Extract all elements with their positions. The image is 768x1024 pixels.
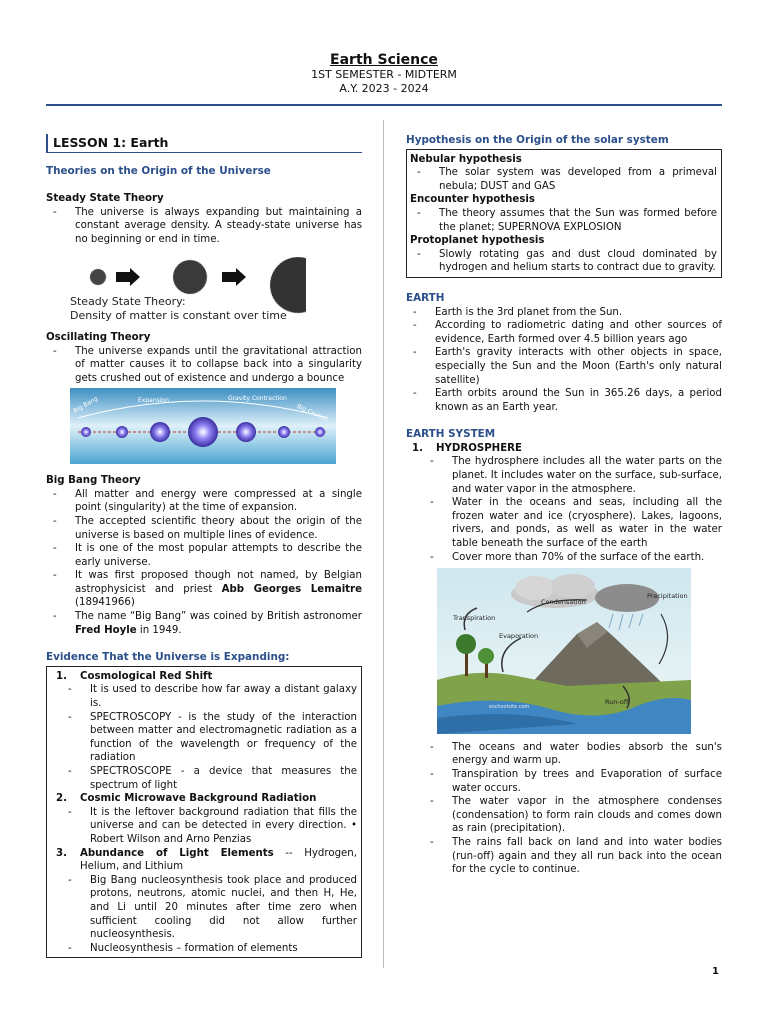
list-item: - According to radiometric dating and other sources of evidence, Earth formed over 4.5 billion years ago: [406, 319, 722, 346]
list-item: - It is one of the most popular attempts to describe the early universe.: [46, 542, 362, 569]
theories-heading: Theories on the Origin of the Universe: [46, 164, 271, 177]
big-bang-heading: Big Bang Theory: [46, 475, 141, 487]
list-item: - It is the leftover background radiation that fills the universe and can be detected in every direction. • Robert Wilson and Arno Penzias: [50, 806, 357, 847]
list-item: - SPECTROSCOPE - a device that measures the spectrum of light: [50, 765, 357, 792]
steady-caption-2: Density of matter is constant over time: [70, 308, 287, 322]
solar-system-heading: Hypothesis on the Origin of the solar system: [406, 134, 669, 146]
big-bang-list: [46, 488, 362, 638]
water-cycle-list: [412, 741, 722, 877]
earth-heading: EARTH: [406, 291, 445, 304]
osc-label-expansion: Expansion: [138, 396, 169, 404]
label-site: eschoolsite.com: [489, 704, 530, 711]
label-precipitation: Precipitation: [647, 592, 688, 601]
list-item: - SPECTROSCOPY - is the study of the interaction between matter and electromagnetic radiation as a function of the wavelength or frequency of the radiation: [50, 711, 357, 765]
list-item: - It was first proposed though not named, by Belgian astrophysicist and priest Abb Georges Lemaitre (18941966): [46, 569, 362, 610]
label-runoff: Run-off: [605, 698, 629, 707]
list-item: - The hydrosphere includes all the water parts on the planet. It includes water on the surface, sub-surface, and water vapor in the atmosphere.: [412, 455, 722, 496]
list-item: - Transpiration by trees and Evaporation of surface water occurs.: [412, 768, 722, 795]
page-number: 1: [712, 966, 719, 977]
list-item: - Earth is the 3rd planet from the Sun.: [406, 306, 722, 320]
nebular-list: [410, 166, 717, 193]
column-divider: [383, 120, 384, 968]
list-item: - It is used to describe how far away a distant galaxy is.: [50, 683, 357, 710]
encounter-heading: Encounter hypothesis: [410, 194, 535, 206]
list-item: - All matter and energy were compressed at a single point (singularity) at the time of expansion.: [46, 488, 362, 515]
header-divider: [46, 104, 722, 106]
list-item: - The accepted scientific theory about the origin of the universe is based on multiple lines of evidence.: [46, 515, 362, 542]
lesson-heading: LESSON 1: Earth: [46, 134, 362, 153]
list-item: - Earth's gravity interacts with other objects in space, especially the Sun and the Moon (Earth's only natural satellite): [406, 346, 722, 387]
oscillating-figure: [70, 388, 362, 469]
protoplanet-list: [410, 248, 717, 275]
label-evaporation: Evaporation: [499, 632, 539, 641]
list-item: - The universe expands until the gravitational attraction of matter causes it to collapse back into a singularity gets crushed out of existence and undergo a bounce: [46, 345, 362, 386]
list-item: - Earth orbits around the Sun in 365.26 days, a period known as an Earth year.: [406, 387, 722, 414]
hydrosphere-section: [406, 455, 722, 876]
list-item: - Cover more than 70% of the surface of the earth.: [412, 551, 722, 565]
list-item: - Water in the oceans and seas, including all the frozen water and ice (cryosphere). Lakes, lagoons, rivers, and ponds, as well as water in the water table beneath the surface of the earth: [412, 496, 722, 550]
doc-semester: 1ST SEMESTER - MIDTERM: [311, 68, 457, 81]
list-item: - The universe is always expanding but maintaining a constant average density. A steady-state universe has no beginning or end in time.: [46, 206, 362, 247]
evidence-item-1: 1. Cosmological Red Shift: [56, 670, 213, 682]
right-column: [406, 134, 722, 877]
hydrosphere-heading: 1. HYDROSPHERE: [412, 442, 522, 454]
steady-state-figure: [46, 257, 362, 328]
hoyle-name: Fred Hoyle: [75, 624, 137, 636]
encounter-list: [410, 207, 717, 234]
list-item: - The name “Big Bang” was coined by British astronomer Fred Hoyle in 1949.: [46, 610, 362, 637]
arrow-right-icon: [222, 268, 246, 286]
evidence-3-list: [50, 874, 357, 956]
list-item: - Slowly rotating gas and dust cloud dominated by hydrogen and helium starts to contract due to gravity.: [410, 248, 717, 275]
arrow-right-icon: [116, 268, 140, 286]
list-item: - The water vapor in the atmosphere condenses (condensation) to form rain clouds and comes down as rain (precipitation).: [412, 795, 722, 836]
doc-title: Earth Science: [330, 52, 438, 68]
evidence-2-list: [50, 806, 357, 847]
steady-state-list: [46, 206, 362, 247]
solar-hypotheses-box: [406, 149, 722, 278]
earth-list: [406, 306, 722, 415]
label-transpiration: Transpiration: [453, 614, 496, 623]
doc-year: A.Y. 2023 - 2024: [339, 82, 429, 95]
steady-caption-1: Steady State Theory:: [70, 294, 186, 308]
oscillating-heading: Oscillating Theory: [46, 332, 151, 344]
oscillating-list: [46, 345, 362, 386]
label-condensation: Condensation: [541, 598, 586, 607]
hydrosphere-list: [412, 455, 722, 564]
page-header: [0, 52, 768, 96]
osc-label-big-bang: Big Bang: [72, 394, 100, 415]
nebular-heading: Nebular hypothesis: [410, 153, 522, 165]
list-item: - The solar system was developed from a primeval nebula; DUST and GAS: [410, 166, 717, 193]
evidence-1-list: [50, 683, 357, 792]
water-cycle-figure: [437, 568, 722, 739]
left-column: [46, 134, 362, 958]
evidence-item-2: 2. Cosmic Microwave Background Radiation: [56, 793, 317, 805]
evidence-heading: Evidence That the Universe is Expanding:: [46, 651, 290, 664]
list-item: - Nucleosynthesis – formation of elements: [50, 942, 357, 956]
evidence-item-3: 3. Abundance of Light Elements -- Hydrogen, Helium, and Lithium: [56, 847, 357, 873]
protoplanet-heading: Protoplanet hypothesis: [410, 235, 545, 247]
osc-label-gravity: Gravity Contraction: [228, 394, 287, 402]
dotted-sphere-large: [270, 257, 306, 313]
earth-system-heading: EARTH SYSTEM: [406, 428, 496, 441]
lemaitre-name: Abb Georges Lemaitre: [221, 583, 362, 595]
evidence-box: [46, 666, 362, 958]
list-item: - The theory assumes that the Sun was formed before the planet; SUPERNOVA EXPLOSION: [410, 207, 717, 234]
list-item: - The rains fall back on land and into water bodies (run-off) again and they all run back into the ocean for the cycle to continue.: [412, 836, 722, 877]
list-item: - The oceans and water bodies absorb the sun's energy and warm up.: [412, 741, 722, 768]
osc-label-big-crunch: Big Crunch: [295, 402, 329, 423]
list-item: - Big Bang nucleosynthesis took place and produced protons, neutrons, atomic nuclei, and then H, He, and Li until 20 minutes after time zero when sufficient cooling did not allow further nucleosynthesis.: [50, 874, 357, 942]
steady-state-heading: Steady State Theory: [46, 193, 164, 205]
